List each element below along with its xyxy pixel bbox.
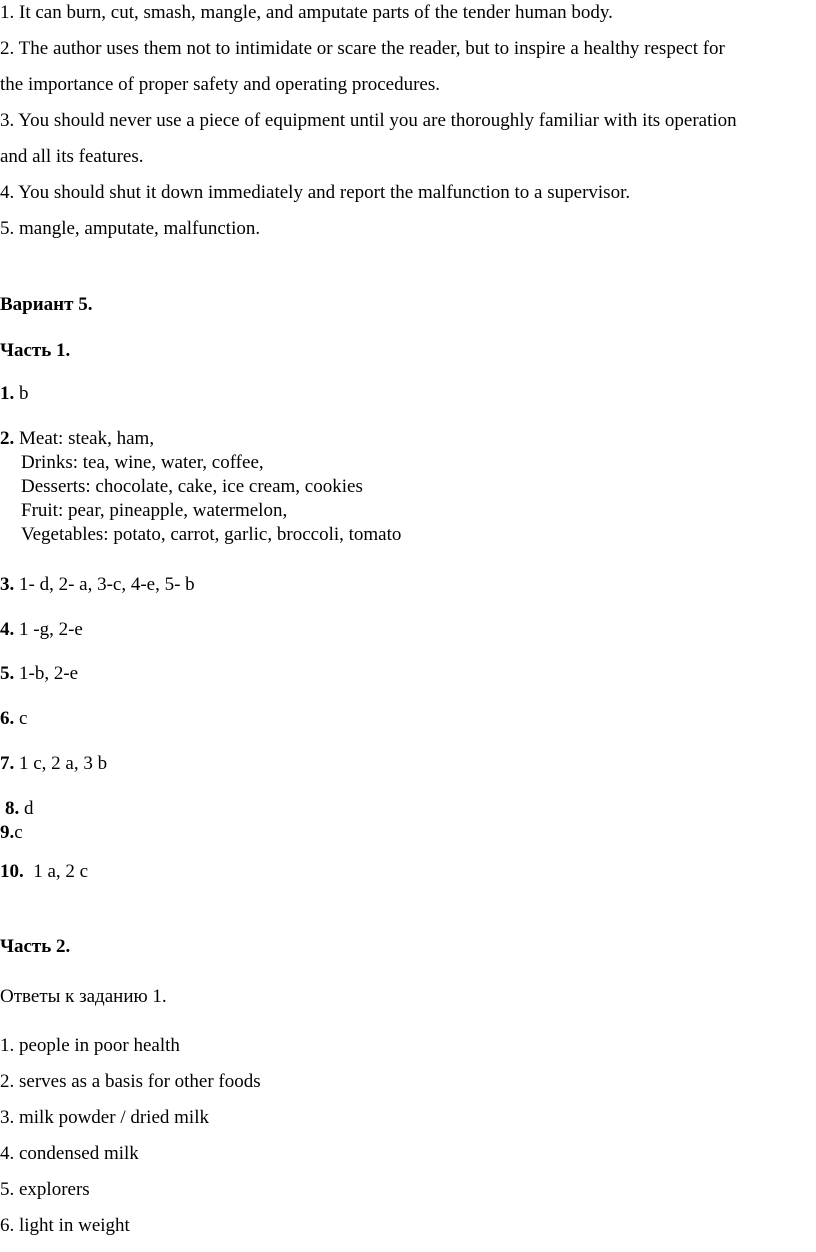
question-number: 9. <box>0 822 15 843</box>
answer-line-3: 3. You should never use a piece of equipment until you are thoroughly familiar with its operation <box>0 110 737 131</box>
question-number: 2. <box>0 428 15 449</box>
answer-line-2: 2. The author uses them not to intimidate or scare the reader, but to inspire a healthy respect for <box>0 38 725 59</box>
answer-line-4: 4. You should shut it down immediately and report the malfunction to a supervisor. <box>0 182 631 203</box>
question-number: 3. <box>0 574 15 595</box>
question-number: 5. <box>0 663 15 684</box>
question-number: 8. <box>5 798 20 819</box>
question-answer: 1 c, 2 a, 3 b <box>14 753 108 774</box>
question-number: 10. <box>0 861 24 882</box>
question-4 <box>0 619 83 641</box>
part2-subtitle: Ответы к заданию 1. <box>0 986 167 1007</box>
part2-title: Часть 2. <box>0 936 71 957</box>
part2-answer-6: 6. light in weight <box>0 1215 130 1236</box>
question-answer: Meat: steak, ham, <box>14 428 155 449</box>
question-answer: d <box>19 798 34 819</box>
question-answer: 1 -g, 2-e <box>14 619 83 640</box>
answer-line-5: 5. mangle, amputate, malfunction. <box>0 218 261 239</box>
question-8 <box>5 798 34 820</box>
question-6 <box>0 708 27 730</box>
q2-line-drinks: Drinks: tea, wine, water, coffee, <box>21 452 264 473</box>
question-answer: 1-b, 2-e <box>14 663 79 684</box>
variant-title: Вариант 5. <box>0 294 93 315</box>
question-number: 6. <box>0 708 15 729</box>
question-number: 4. <box>0 619 15 640</box>
part2-answer-4: 4. condensed milk <box>0 1143 139 1164</box>
part2-answer-5: 5. explorers <box>0 1179 90 1200</box>
part2-answer-1: 1. people in poor health <box>0 1035 180 1056</box>
question-answer: c <box>14 822 23 843</box>
q2-line-vegetables: Vegetables: potato, carrot, garlic, broccoli, tomato <box>21 524 402 545</box>
answer-line-1: 1. It can burn, cut, smash, mangle, and amputate parts of the tender human body. <box>0 2 613 23</box>
question-answer: 1 a, 2 c <box>23 861 89 882</box>
question-answer: c <box>14 708 28 729</box>
part2-answer-3: 3. milk powder / dried milk <box>0 1107 209 1128</box>
question-number: 7. <box>0 753 15 774</box>
question-1 <box>0 383 29 405</box>
question-answer: b <box>14 383 29 404</box>
answer-line-2-cont: the importance of proper safety and operating procedures. <box>0 74 440 95</box>
question-10 <box>0 861 88 883</box>
question-9 <box>0 822 23 844</box>
part1-title: Часть 1. <box>0 340 71 361</box>
question-number: 1. <box>0 383 15 404</box>
question-5 <box>0 663 78 685</box>
question-7 <box>0 753 107 775</box>
part2-answer-2: 2. serves as a basis for other foods <box>0 1071 261 1092</box>
question-2 <box>0 428 154 450</box>
question-3 <box>0 574 195 596</box>
q2-line-desserts: Desserts: chocolate, cake, ice cream, cookies <box>21 476 363 497</box>
q2-line-fruit: Fruit: pear, pineapple, watermelon, <box>21 500 288 521</box>
answer-line-3-cont: and all its features. <box>0 146 144 167</box>
question-answer: 1- d, 2- a, 3-c, 4-e, 5- b <box>14 574 195 595</box>
